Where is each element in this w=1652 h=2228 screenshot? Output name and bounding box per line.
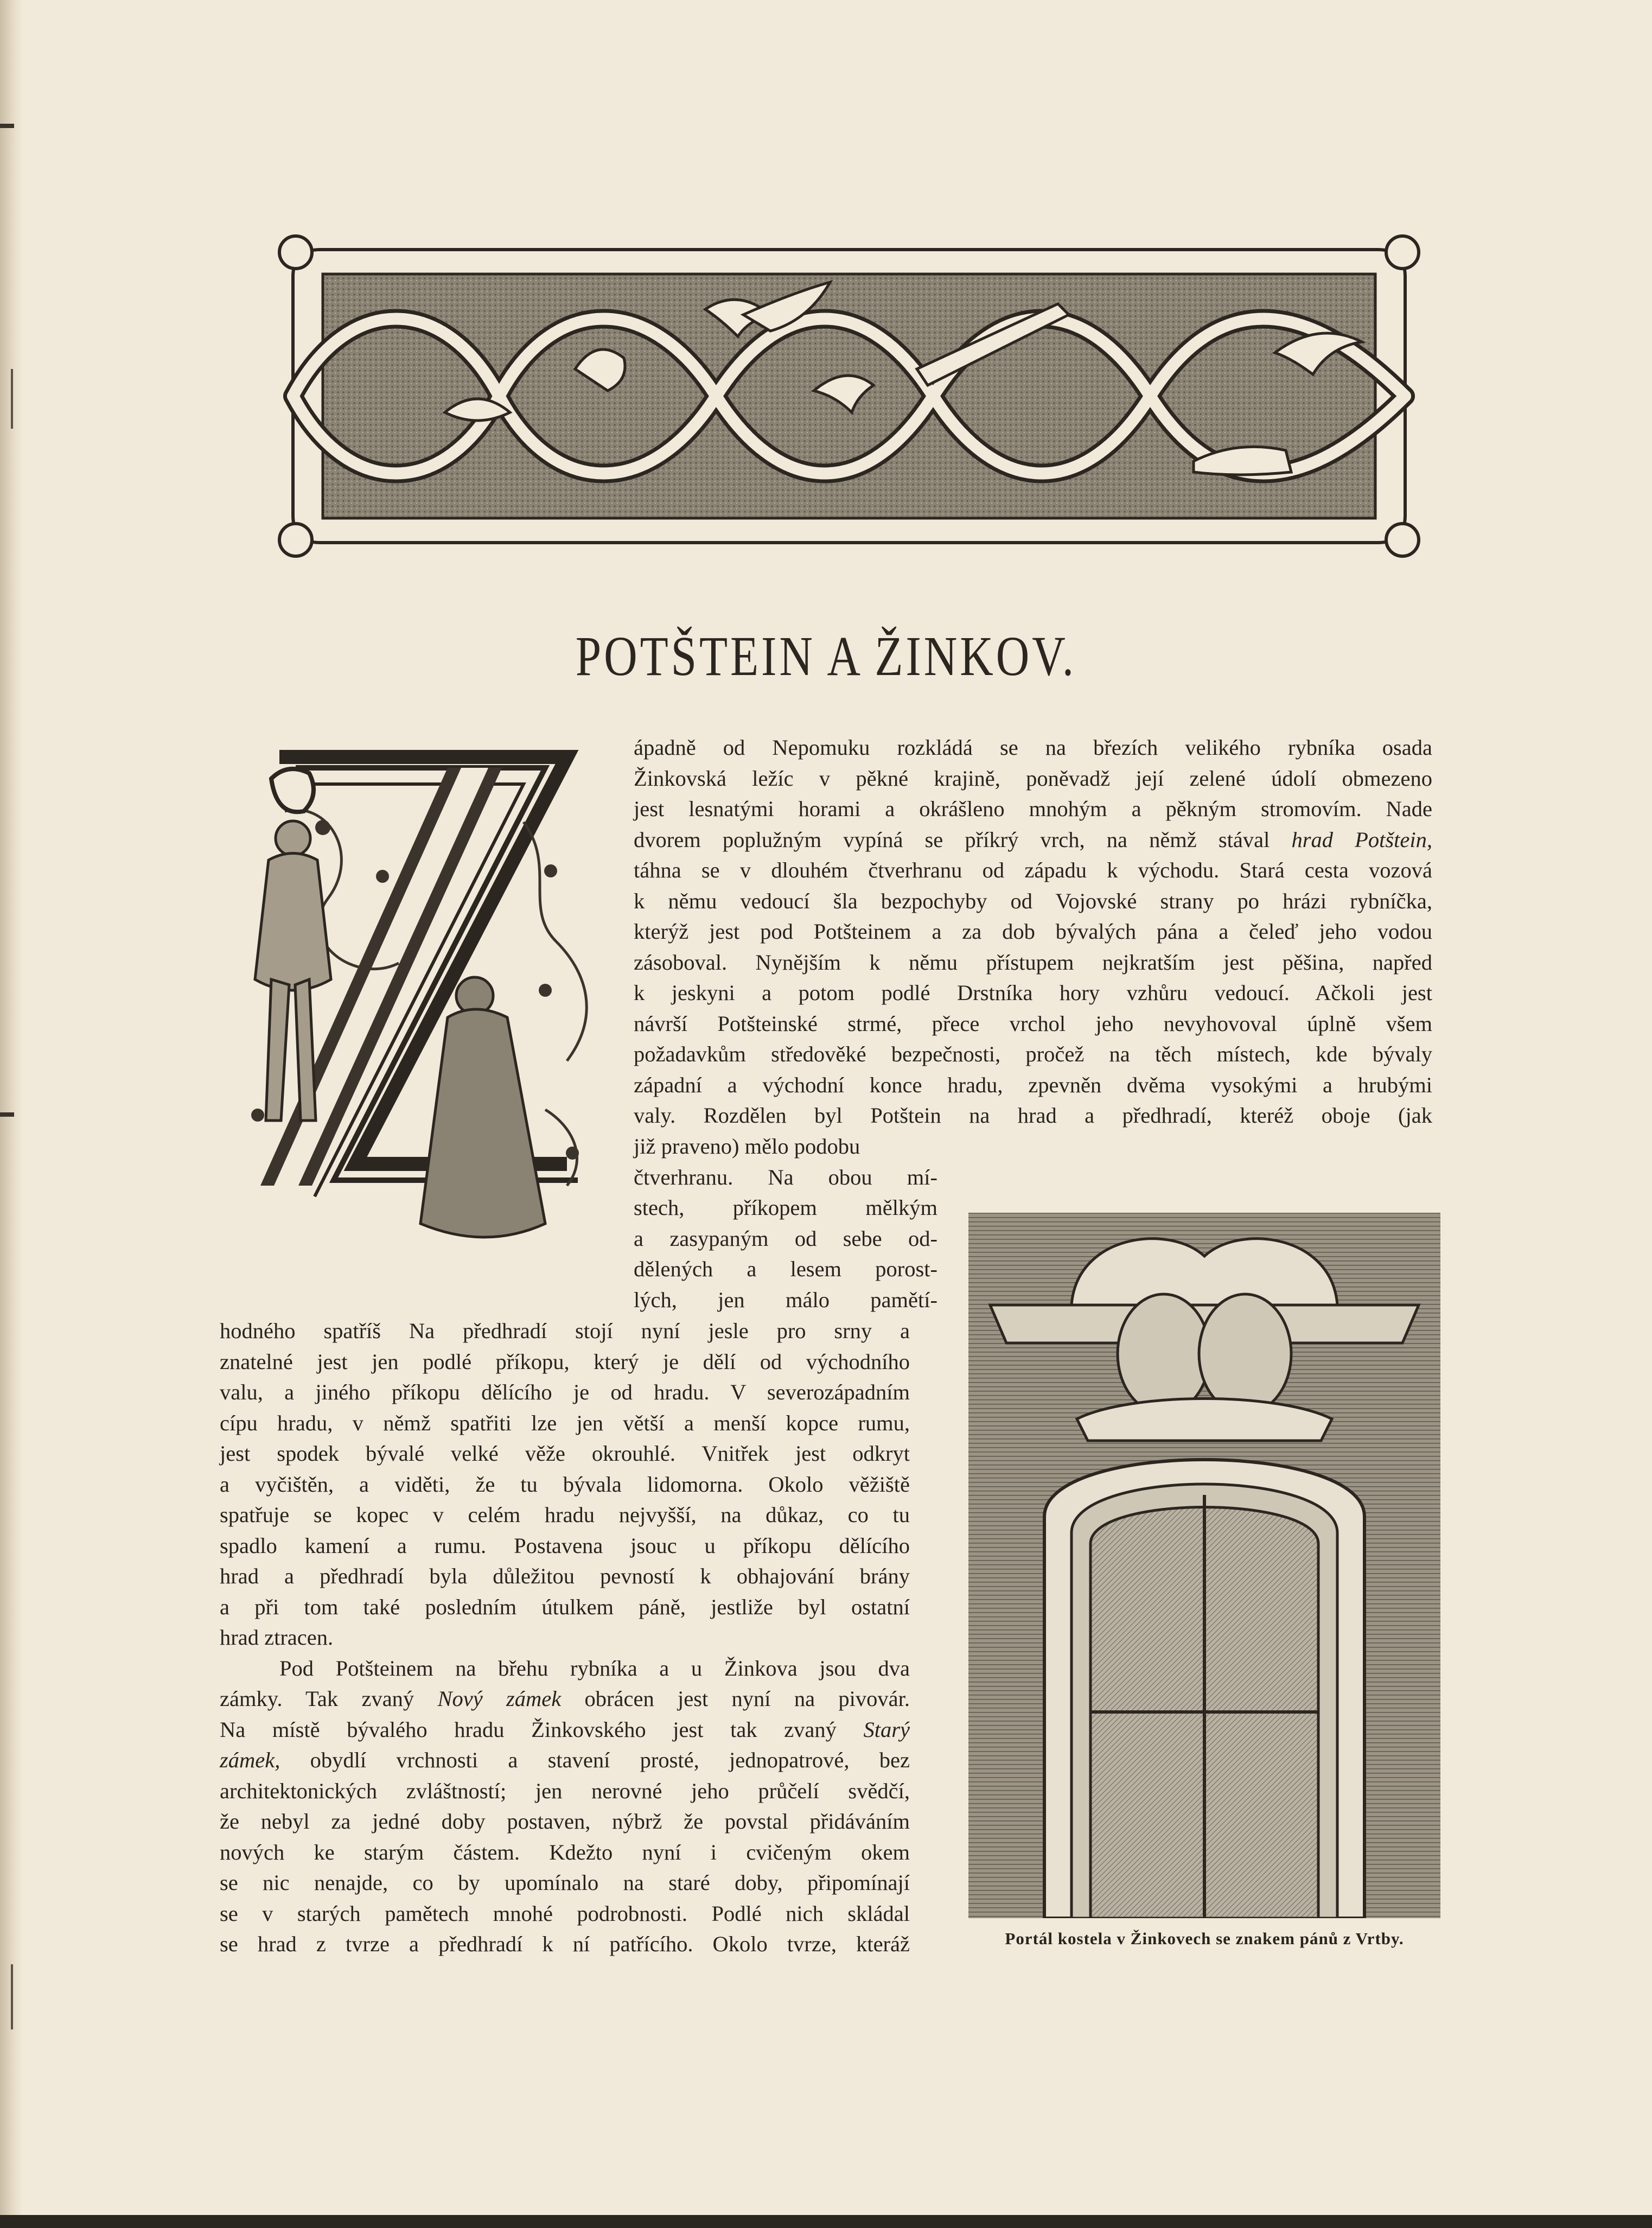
text-line: hodného spatříš Na předhradí stojí nyní jesle pro srny a: [220, 1319, 910, 1343]
text-line: stech, příkopem mělkým: [634, 1195, 937, 1220]
text-line: se v starých pamětech mnohé podrobnosti. Podlé nich skládal: [220, 1901, 910, 1926]
text-line-part: obrácen jest nyní na pivovár.: [561, 1686, 910, 1711]
text-line: valu, a jiného příkopu dělícího je od hradu. V severozápadním: [220, 1380, 910, 1404]
hrad-potstein-italic: hrad Potštein,: [1291, 827, 1432, 852]
text-line: již praveno) mělo podobu: [634, 1134, 860, 1158]
text-line: znatelné jest jen podlé příkopu, který je dělí od východního: [220, 1349, 910, 1374]
text-line: [220, 1715, 910, 1746]
text-line: táhna se v dlouhém čtverhranu od západu k východu. Stará cesta vozová: [634, 858, 1432, 882]
scan-bottom-edge: [0, 2215, 1652, 2228]
text-line: cípu hradu, v němž spatřiti lze jen větší a menší kopce rumu,: [220, 1410, 910, 1435]
text-line: se hrad z tvrze a předhradí k ní patřícího. Okolo tvrze, kteráž: [220, 1932, 910, 1956]
text-line: a zasypaným od sebe od-: [634, 1226, 937, 1251]
text-line: architektonických zvláštností; jen nerovné jeho průčelí svědčí,: [220, 1778, 910, 1803]
text-line: jest spodek bývalé velké věže okrouhlé. Vnitřek jest odkryt: [220, 1441, 910, 1466]
text-line: k jeskyni a potom podlé Drstníka hory vzhůru vedoucí. Ačkoli jest: [634, 981, 1432, 1005]
text-line: spadlo kamení a rumu. Postavena jsouc u příkopu dělícího: [220, 1533, 910, 1558]
text-line: lých, jen málo pamětí-: [634, 1287, 937, 1312]
decorated-initial-z: [220, 735, 621, 1289]
ornamental-header-banner: [271, 228, 1427, 564]
zamek-italic: zámek,: [220, 1748, 280, 1772]
text-line: [220, 1745, 910, 1776]
text-line: [220, 1684, 910, 1715]
text-line: hrad a předhradí byla důležitou pevností k obhajování brány: [220, 1564, 910, 1588]
binding-mark: [0, 124, 14, 128]
text-line: požadavkům středověké bezpečnosti, pročež na těch místech, kde bývaly: [634, 1042, 1432, 1066]
text-line-part: dvorem poplužným vypíná se příkrý vrch, na němž stával: [634, 827, 1292, 852]
binding-line: [11, 369, 13, 429]
text-line: nových ke starým částem. Kdežto nyní i cvičeným okem: [220, 1839, 910, 1864]
text-line: návrší Potšteinské strmé, přece vrchol jeho nevyhovoval úplně všem: [634, 1011, 1432, 1036]
text-line: že nebyl za jedné doby postaven, nýbrž že povstal přidáváním: [220, 1809, 910, 1834]
text-line-part: zámky. Tak zvaný: [220, 1686, 438, 1711]
page-binding-edge: [0, 0, 23, 2228]
novy-zamek-italic: Nový zámek: [437, 1686, 562, 1711]
stary-italic: Starý: [863, 1717, 910, 1742]
text-line: a při tom také posledním útulkem páně, jestliže byl ostatní: [220, 1594, 910, 1619]
text-line: [634, 825, 1432, 856]
text-line-part: obydlí vrchnosti a stavení prosté, jednopatrové, bez: [280, 1748, 910, 1772]
left-column: [220, 1316, 910, 1960]
text-line: kterýž jest pod Potšteinem a za dob bývalých pána a čeleď jeho vodou: [634, 919, 1432, 944]
text-line: jest lesnatými horami a okrášleno mnohým a pěkným stromovím. Nade: [634, 797, 1432, 821]
binding-mark: [0, 1112, 14, 1117]
text-line-part: Na místě bývalého hradu Žinkovského jest tak zvaný: [220, 1717, 864, 1742]
paragraph-1: [634, 733, 1432, 1131]
text-line: západní a východní konce hradu, zpevněn dvěma vysokými a hrubými: [634, 1072, 1432, 1097]
narrow-text-block: [634, 1131, 937, 1315]
text-line: valy. Rozdělen byl Potštein na hrad a předhradí, kteréž oboje (jak: [634, 1103, 1432, 1128]
portal-engraving: [968, 1213, 1440, 1918]
text-line: dělených a lesem porost-: [634, 1257, 937, 1281]
text-line: se nic nenajde, co by upomínalo na staré doby, připomínají: [220, 1870, 910, 1895]
text-line: ápadně od Nepomuku rozkládá se na březích velikého rybníka osada: [634, 735, 1432, 760]
text-line: k němu vedoucí šla bezpochyby od Vojovské strany po hrázi rybníčka,: [634, 888, 1432, 913]
binding-line: [11, 1964, 13, 2029]
text-line: Žinkovská ležíc v pěkné krajině, poněvadž její zelené údolí obmezeno: [634, 766, 1432, 791]
text-line: čtverhranu. Na obou mí-: [634, 1164, 937, 1189]
page-title: POTŠTEIN A ŽINKOV.: [575, 625, 1077, 688]
text-line: zásoboval. Nynějším k němu přístupem nejkratším jest pěšina, napřed: [634, 950, 1432, 975]
text-line: hrad ztracen.: [220, 1625, 334, 1650]
text-line: Pod Potšteinem na břehu rybníka a u Žinkova jsou dva: [279, 1656, 910, 1680]
figure-caption: Portál kostela v Žinkovech se znakem pánů z Vrtby.: [1005, 1929, 1404, 1948]
text-line: a vyčištěn, a viděti, že tu bývala lidomorna. Okolo věžiště: [220, 1472, 910, 1497]
text-line: spatřuje se kopec v celém hradu nejvyšší, na důkaz, co tu: [220, 1503, 910, 1527]
